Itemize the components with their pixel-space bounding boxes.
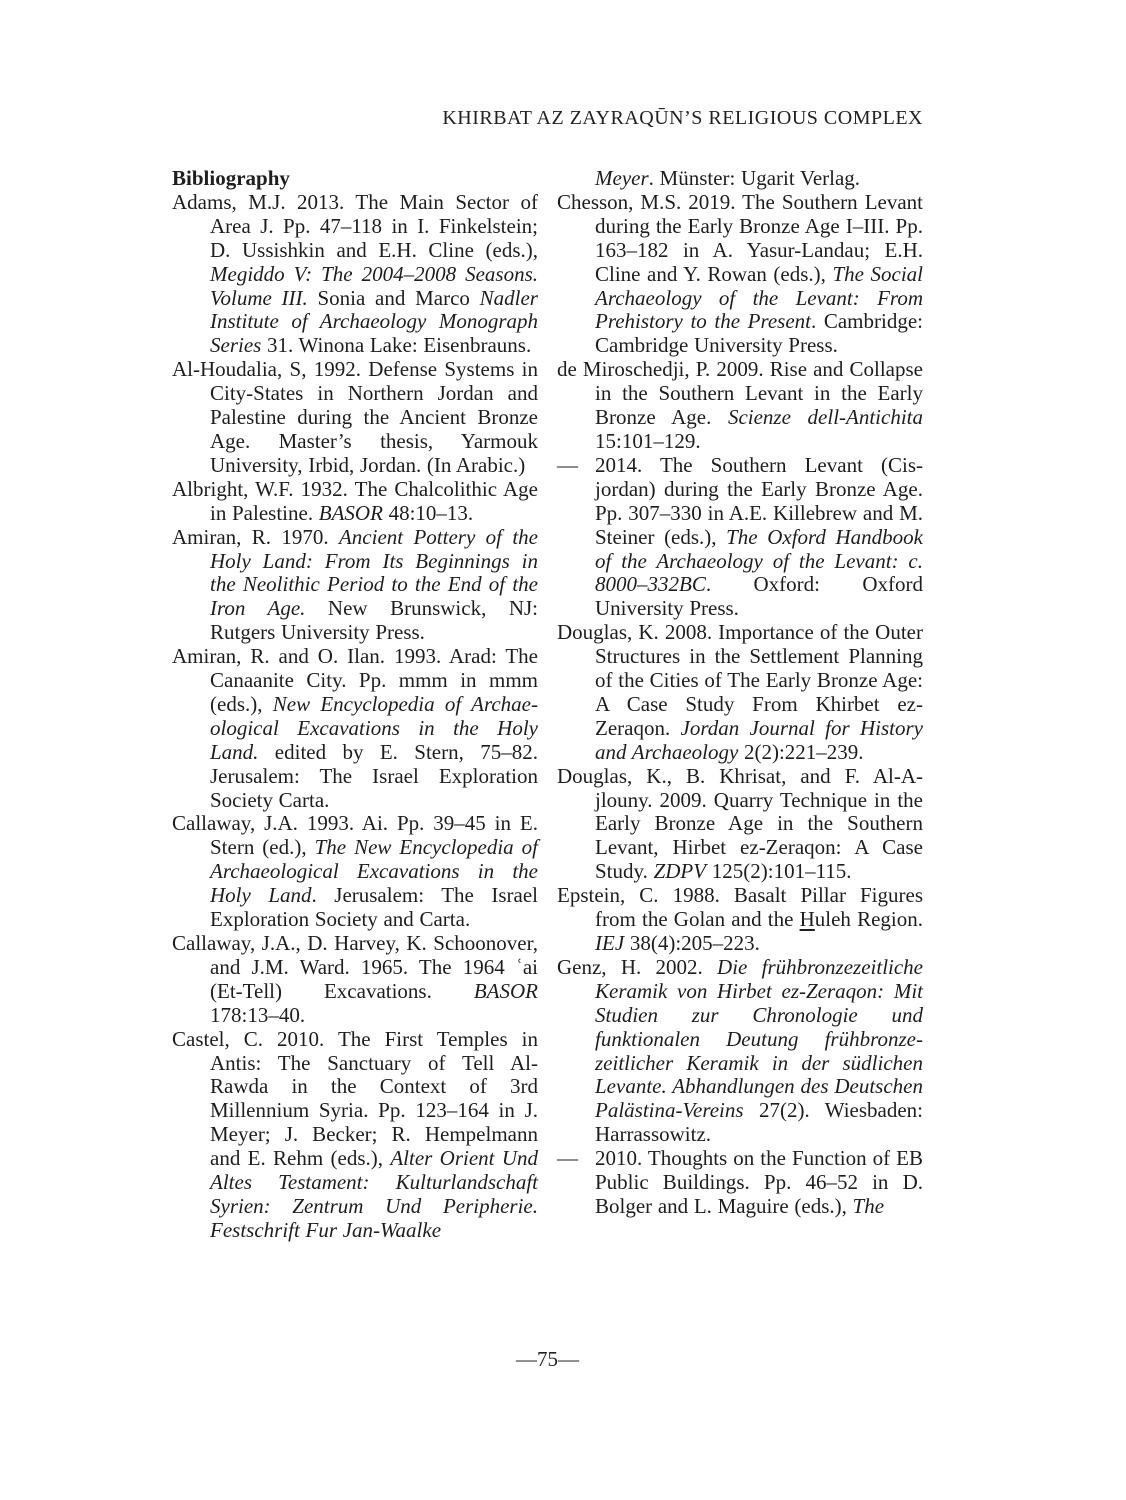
entry-text-segment: edited by E. Stern, 75–82. Jerusalem: The Israel Exploration Society Carta. bbox=[210, 739, 538, 812]
entry-text-segment: de Miroschedji, P. 2009. Rise and Collapse in the Southern Levant in the Early Bronze Age. bbox=[557, 357, 923, 430]
bibliography-entry bbox=[557, 956, 923, 1147]
entry-text-segment: The Oxford Handbook of the Archaeology of the Levant: c. 8000–332BC bbox=[595, 524, 923, 597]
bibliography-entry bbox=[172, 812, 538, 932]
entry-text-segment: 125(2):101–115. bbox=[706, 859, 852, 884]
entry-text-segment: Castel, C. 2010. The First Temples in Antis: The Sanctuary of Tell Al-Rawda in the Context of 3rd Millennium Syria. Pp. 123–164 in J. Meyer; J. Becker; R. Hempelmann and E. Rehm (eds.), bbox=[172, 1026, 538, 1171]
bibliography-columns bbox=[172, 167, 923, 1243]
right-column bbox=[557, 167, 923, 1243]
bibliography-entry bbox=[557, 454, 923, 621]
entry-text-segment: 2010. Thoughts on the Function of EB Public Buildings. Pp. 46–52 in D. Bolger and L. Maguire (eds.), bbox=[595, 1146, 923, 1218]
bibliography-entry bbox=[172, 1028, 538, 1243]
entry-text-segment: Amiran, R. and O. Ilan. 1993. Arad: The Canaanite City. Pp. mmm in mmm (eds.), bbox=[172, 644, 538, 716]
entry-text-segment: Albright, W.F. 1932. The Chalcolithic Age in Palestine. bbox=[172, 476, 538, 525]
bibliography-entry bbox=[172, 526, 538, 646]
bibliography-entry bbox=[172, 645, 538, 812]
entry-text-segment: Amiran, R. 1970. bbox=[172, 524, 339, 549]
bibliography-entry bbox=[557, 884, 923, 956]
entry-text-segment: Douglas, K. 2008. Importance of the Outer Structures in the Settlement Planning of the Cities of The Early Bronze Age: A Case Study From Khirbet ez-Zeraqon. bbox=[557, 620, 923, 740]
bibliography-entry bbox=[172, 358, 538, 478]
entry-text-segment: The bbox=[852, 1193, 885, 1218]
entry-text-segment: 178:13–40. bbox=[210, 1002, 306, 1027]
entry-text-segment: ZDPV bbox=[653, 859, 707, 884]
entry-text-segment: Callaway, J.A. 1993. Ai. Pp. 39–45 in E. Stern (ed.), bbox=[172, 811, 538, 860]
bibliography-entry bbox=[172, 478, 538, 526]
entry-text-segment: Epstein, C. 1988. Basalt Pillar Figures from the Golan and the bbox=[557, 883, 923, 932]
repeated-author-dash: — bbox=[557, 1146, 578, 1171]
entry-text-segment: New Encyclopedia of Archaeological Excavations in the Holy Land. bbox=[210, 691, 538, 764]
entry-text-segment: Megiddo V: The 2004–2008 Seasons. Volume III. bbox=[210, 261, 538, 310]
entry-text-segment: Jordan Journal for History and Archaeology bbox=[595, 715, 923, 764]
entry-text-segment: 27(2). Wiesbaden: Harrassowitz. bbox=[595, 1098, 923, 1147]
bibliography-entry bbox=[557, 358, 923, 454]
entry-text-segment: uleh Region. bbox=[814, 907, 923, 932]
running-header: KHIRBAT AZ ZAYRAQŪN’S RELIGIOUS COMPLEX bbox=[442, 107, 923, 129]
entry-text-segment: New Brunswick, NJ: Rutgers University Press. bbox=[210, 596, 539, 645]
entry-text-segment: . Jerusalem: The Israel Exploration Society and Carta. bbox=[210, 883, 539, 932]
bibliography-entry bbox=[557, 621, 923, 764]
entry-text-segment: Nadler Institute of Archaeology Monograph Series bbox=[210, 285, 538, 358]
entry-text-segment: IEJ bbox=[595, 931, 625, 955]
entry-text-segment: . Oxford: Oxford University Press. bbox=[595, 572, 923, 621]
entry-text-segment: The New Encyclopedia of Archaeological Excavations in the Holy Land bbox=[210, 835, 538, 908]
left-column bbox=[172, 167, 538, 1243]
entry-text-segment: Meyer bbox=[595, 166, 649, 190]
entry-text-segment: Sonia and Marco bbox=[307, 285, 480, 310]
entry-text-segment: . Münster: Ugarit Verlag. bbox=[648, 166, 861, 190]
bibliography-entry bbox=[557, 1147, 923, 1219]
entry-text-segment: Scienze dell-Antichita bbox=[727, 405, 924, 430]
entry-text-segment: Chesson, M.S. 2019. The Southern Levant during the Early Bronze Age I–III. Pp. 163–182 in A. Yasur-Landau; E.H. Cline and Y. Rowan (eds.), bbox=[557, 189, 923, 286]
bibliography-entry bbox=[557, 191, 923, 358]
bibliography-entry bbox=[557, 167, 923, 191]
entry-text-segment: 31. Winona Lake: Eisenbrauns. bbox=[261, 333, 532, 358]
entry-text-segment: . Cambridge: Cambridge University Press. bbox=[595, 309, 923, 358]
entry-text-segment: Adams, M.J. 2013. The Main Sector of Area J. Pp. 47–118 in I. Finkelstein; D. Ussishkin and E.H. Cline (eds.), bbox=[172, 189, 538, 262]
bibliography-entry bbox=[172, 932, 538, 1028]
bibliography-entry bbox=[172, 191, 538, 358]
entry-text-segment: BASOR bbox=[318, 500, 383, 525]
entry-text-segment: 38(4):205–223. bbox=[624, 931, 760, 955]
entry-text-segment: H bbox=[799, 907, 815, 932]
entry-text-segment: Douglas, K., B. Khrisat, and F. Al-Ajlouny. 2009. Quarry Technique in the Early Bronze Age in the Southern Levant, Hirbet ez-Zeraqon: A Case Study. bbox=[557, 763, 923, 884]
repeated-author-dash: — bbox=[557, 452, 578, 477]
entry-text-segment: Ancient Pottery of the Holy Land: From Its Beginnings in the Neolithic Period to the End of the Iron Age. bbox=[210, 524, 538, 621]
entry-text-segment: 2(2):221–239. bbox=[738, 739, 864, 764]
bibliography-heading: Bibliography bbox=[172, 166, 290, 190]
entry-text-segment: 48:10–13. bbox=[382, 500, 474, 525]
entry-text-segment: Al-Houdalia, S, 1992. Defense Systems in City-States in Northern Jordan and Palestine during the Ancient Bronze Age. Master’s thesis, Yarmouk University, Irbid, Jordan. (In Arabic.) bbox=[172, 357, 538, 477]
entry-text-segment: Genz, H. 2002. bbox=[557, 954, 718, 979]
bibliography-entry bbox=[557, 765, 923, 885]
entry-text-segment: 15:101–129. bbox=[595, 428, 701, 453]
entry-text-segment: Die frühbronzezeitliche Keramik von Hirbet ez-Zeraqon: Mit Studien zur Chronologie und funktionalen Deutung frühbronzezeitlicher Keramik in der südlichen Levante. Abhandlungen des Deutschen Palästina-Vereins bbox=[595, 954, 924, 1123]
entry-text-segment: Alter Orient Und Altes Testament: Kulturlandschaft Syrien: Zentrum Und Peripherie. Festschrift Fur Jan-Waalke bbox=[210, 1146, 538, 1242]
page-number: —75— bbox=[516, 1347, 579, 1371]
entry-text-segment: BASOR bbox=[473, 978, 538, 1003]
entry-text-segment: 2014. The Southern Levant (Cisjordan) during the Early Bronze Age. Pp. 307–330 in A.E. Killebrew and M. Steiner (eds.), bbox=[595, 452, 923, 549]
entry-text-segment: The Social Archaeology of the Levant: From Prehistory to the Present bbox=[595, 261, 923, 334]
entry-text-segment: Callaway, J.A., D. Harvey, K. Schoonover, and J.M. Ward. 1965. The 1964 ʿai (Et-Tell) Excavations. bbox=[172, 931, 538, 1003]
